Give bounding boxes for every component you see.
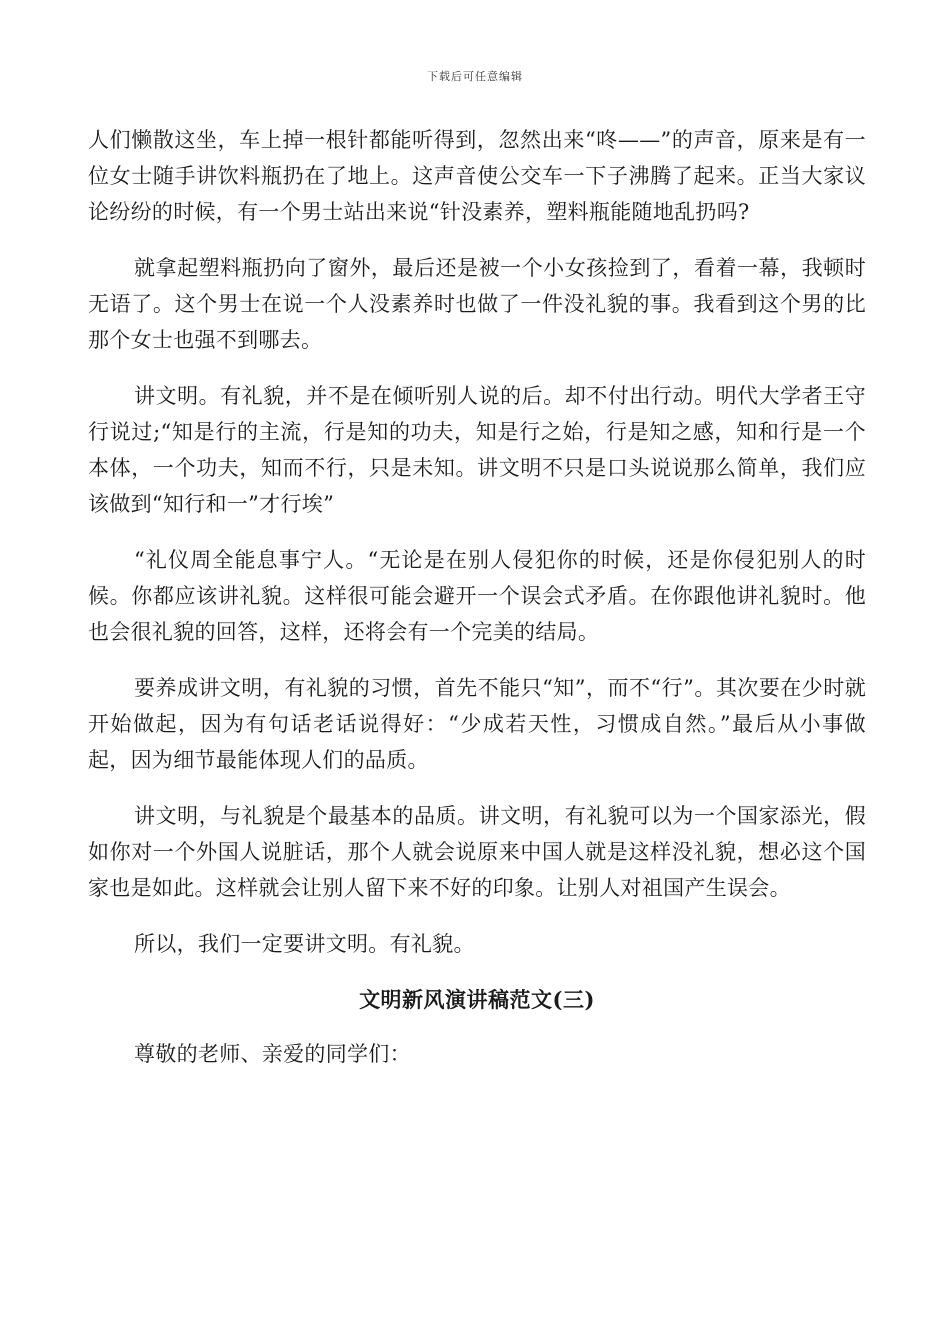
salutation: 尊敬的老师、亲爱的同学们： bbox=[134, 1042, 411, 1066]
paragraph-1: 人们懒散这坐，车上掉一根针都能听得到，忽然出来“咚——”的声音，原来是有一位女士随手讲饮料瓶扔在了地上。这声音使公交车一下子沸腾了起来。正当大家议论纷纷的时候，有一个男士站出来说“针没素养，塑料瓶能随地乱扔吗? bbox=[88, 128, 866, 224]
page-header: 下载后可任意编辑 bbox=[427, 70, 523, 83]
paragraph-4: “礼仪周全能息事宁人。“无论是在别人侵犯你的时候，还是你侵犯别人的时候。你都应该讲礼貌。这样很可能会避开一个误会式矛盾。在你跟他讲礼貌时。他也会很礼貌的回答，这样，还将会有一个完美的结局。 bbox=[88, 548, 866, 644]
paragraph-7: 所以，我们一定要讲文明。有礼貌。 bbox=[134, 932, 475, 956]
paragraph-3: 讲文明。有礼貌，并不是在倾听别人说的后。却不付出行动。明代大学者王守行说过;“知是行的主流，行是知的功夫，知是行之始，行是知之感，知和行是一个本体，一个功夫，知而不行，只是未知。讲文明不只是口头说说那么简单，我们应该做到“知行和一”才行埃” bbox=[88, 384, 866, 516]
document-body bbox=[88, 122, 866, 1092]
section-title: 文明新风演讲稿范文(三) bbox=[359, 987, 595, 1012]
paragraph-2: 就拿起塑料瓶扔向了窗外，最后还是被一个小女孩捡到了，看着一幕，我顿时无语了。这个男士在说一个人没素养时也做了一件没礼貌的事。我看到这个男的比那个女士也强不到哪去。 bbox=[88, 256, 866, 352]
paragraph-5: 要养成讲文明，有礼貌的习惯，首先不能只“知”，而不“行”。其次要在少时就开始做起，因为有句话老话说得好：“少成若天性，习惯成自然。”最后从小事做起，因为细节最能体现人们的品质。 bbox=[88, 676, 866, 772]
paragraph-6: 讲文明，与礼貌是个最基本的品质。讲文明，有礼貌可以为一个国家添光，假如你对一个外国人说脏话，那个人就会说原来中国人就是这样没礼貌，想必这个国家也是如此。这样就会让别人留下来不好的印象。让别人对祖国产生误会。 bbox=[88, 804, 866, 900]
